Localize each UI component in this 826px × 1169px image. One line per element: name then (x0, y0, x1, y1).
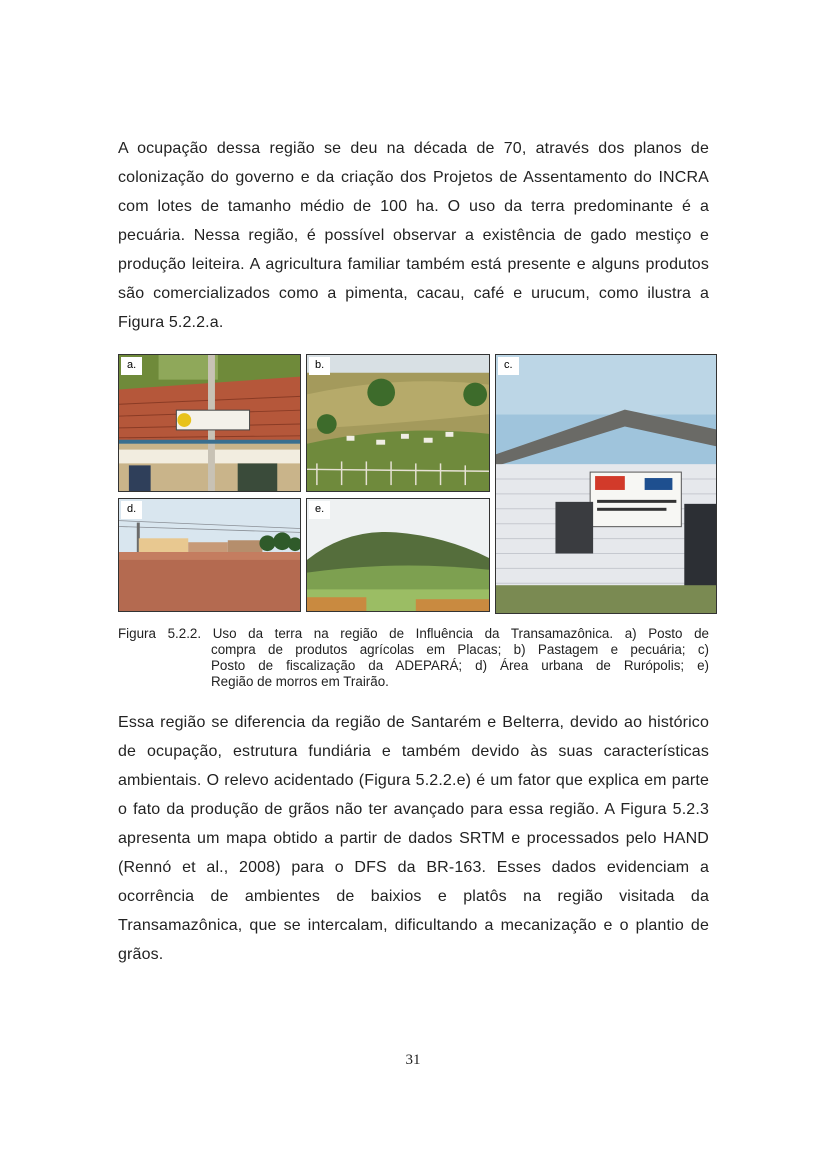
photo-b-image (307, 355, 489, 491)
photo-c-adepara-post (495, 354, 717, 614)
photo-c-image (496, 355, 716, 613)
photo-e-image (307, 499, 489, 611)
panel-label-a: a. (121, 357, 142, 375)
panel-label-e: e. (309, 501, 330, 519)
panel-label-b: b. (309, 357, 330, 375)
page-number: 31 (405, 1052, 421, 1068)
photo-b-pasture (306, 354, 490, 492)
figure-caption-line-1: Figura 5.2.2. Uso da terra na região de Influência da Transamazônica. a) Posto de (118, 626, 709, 641)
photo-e-trairao-hills (306, 498, 490, 612)
photo-a-image (119, 355, 300, 491)
figure-caption-line-3: Posto de fiscalização da ADEPARÁ; d) Área urbana de Rurópolis; e) (211, 658, 709, 673)
panel-label-c: c. (498, 357, 519, 375)
photo-d-image (119, 499, 300, 611)
figure-caption-line-4: Região de morros em Trairão. (211, 674, 389, 689)
figure-caption-line-2: compra de produtos agrícolas em Placas; b) Pastagem e pecuária; c) (211, 642, 709, 657)
photo-a-purchase-post (118, 354, 301, 492)
body-paragraph-1: A ocupação dessa região se deu na década de 70, através dos planos de colonização do governo e da criação dos Projetos de Assentamento do INCRA com lotes de tamanho médio de 100 ha. O uso da terra predominante é a pecuária. Nessa região, é possível observar a existência de gado mestiço e produção leiteira. A agricultura familiar também está presente e alguns produtos são comercializados como a pimenta, cacau, café e urucum, como ilustra a Figura 5.2.2.a. (118, 140, 709, 331)
photo-d-ruropolis-urban (118, 498, 301, 612)
panel-label-d: d. (121, 501, 142, 519)
body-paragraph-2: Essa região se diferencia da região de Santarém e Belterra, devido ao histórico de ocupação, estrutura fundiária e também devido às suas características ambientais. O relevo acidentado (Figura 5.2.2.e) é um fator que explica em parte o fato da produção de grãos não ter avançado para essa região. A Figura 5.2.3 apresenta um mapa obtido a partir de dados SRTM e processados pelo HAND (Rennó et al., 2008) para o DFS da BR-163. Esses dados evidenciam a ocorrência de ambientes de baixios e platôs na região visitada da Transamazônica, que se intercalam, dificultando a mecanização e o plantio de grãos. (118, 714, 709, 963)
